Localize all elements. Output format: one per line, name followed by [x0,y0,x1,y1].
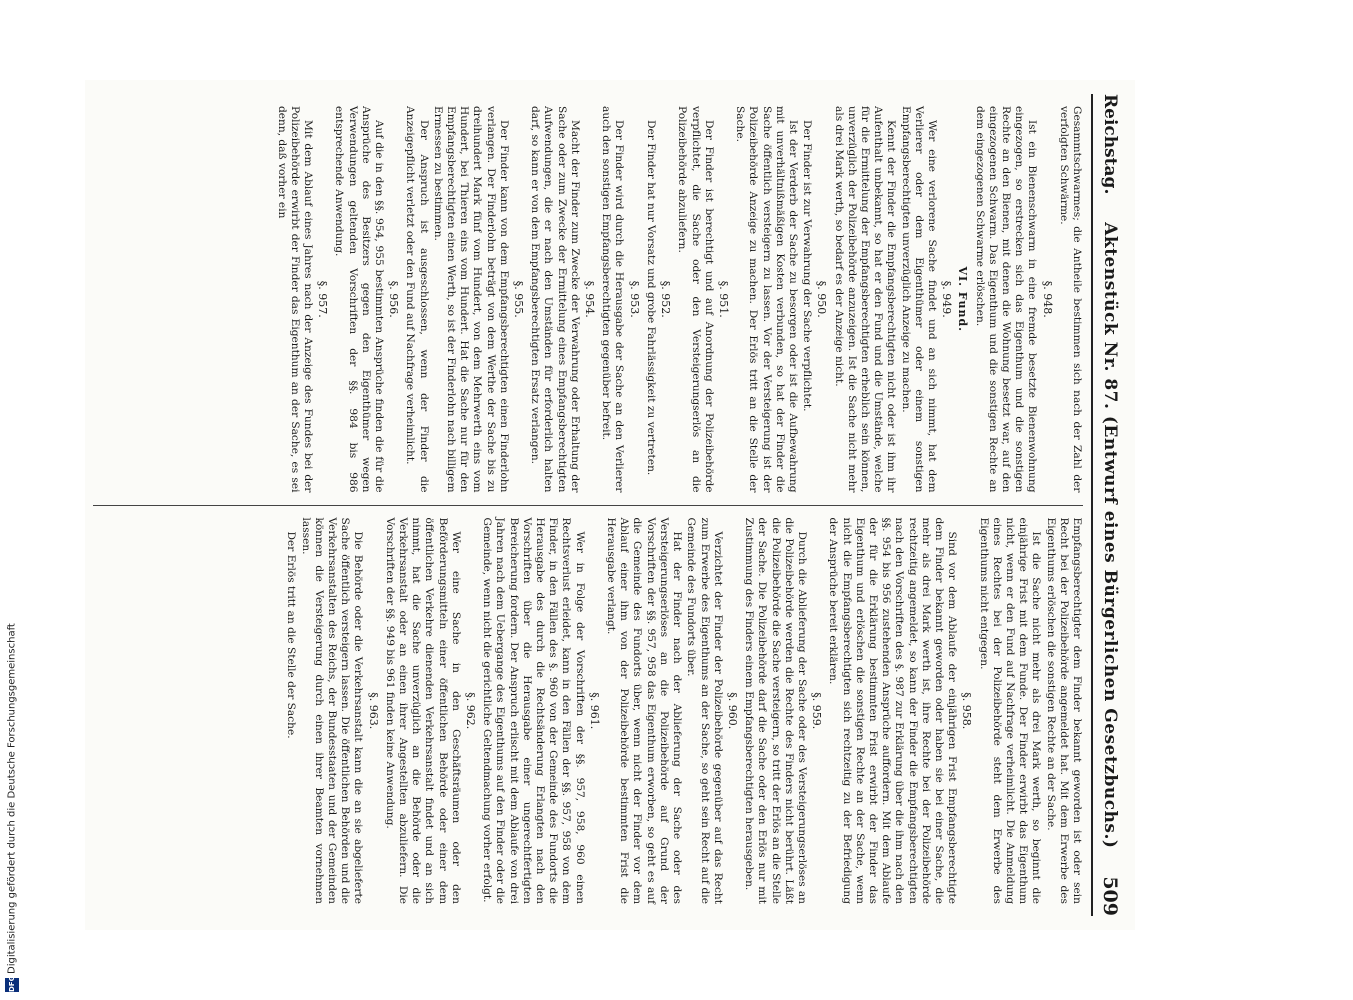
section-heading: VI. Fund. [956,266,970,332]
section-heading: §. 949. [940,280,954,318]
scanned-page [85,80,1135,1000]
paragraph: Die Behörde oder die Verkehrsanstalt kann die an sie abgelieferte Sache öffentlich versteigern lassen. Die öffentlichen Behörden und die Verkehrsanstalten des Reichs, der Bundesstaaten und der Gemeinden können die Versteigerung durch einen ihrer Beamten vornehmen lassen. [299,517,365,904]
paragraph: Kennt der Finder die Empfangsberechtigten nicht oder ist ihm ihr Aufenthalt unbekannt, so hat er den Fund und die Umstände, welche für die Ermittelung der Empfangsberechtigten erheblich sein können, unverzüglich der Polizeibehörde anzuzeigen. Ist die Sache nicht mehr als drei Mark werth, so bedarf es der Anzeige nicht. [832,106,898,493]
paragraph: Verzichtet der Finder der Polizeibehörde gegenüber auf das Recht zum Erwerbe des Eigenthums an der Sache, so geht sein Recht auf die Gemeinde des Fundorts über. [685,517,724,904]
section-heading: §. 956. [387,280,401,318]
paragraph: Wer in Folge der Vorschriften der §§. 957, 958, 960 einen Rechtsverlust erleidet, kann in den Fällen der §§. 957, 958 von dem Finder, in den Fällen des §. 960 von der Gemeinde des Fundorts die Herausgabe des durch die Rechtsänderung Erlangten nach den Vorschriften über die Herausgabe einer ungerechtfertigten Bereicherung fordern. Der Anspruch erlischt mit dem Ablaufe von drei Jahren nach dem Uebergange des Eigenthums auf den Finder oder die Gemeinde, wenn nicht die gerichtliche Geltendmachung vorher erfolgt. [481,517,586,904]
section-heading: §. 948. [1040,280,1054,318]
section-heading: §. 962. [464,692,478,730]
paragraph: Der Anspruch ist ausgeschlossen, wenn der Finder die Anzeigepflicht verletzt oder den Fund auf Nachfrage verheimlicht. [404,106,430,493]
section-heading: §. 952. [659,280,673,318]
paragraph: Ist ein Bienenschwarm in eine fremde besetzte Bienenwohnung eingezogen, so erstrecken sich das Eigenthum und die sonstigen Rechte an den Bienen, mit denen die Wohnung besetzt war, auf den eingezogenen Schwarm. Das Eigenthum und die sonstigen Rechte an dem eingezogenen Schwarme erlöschen. [973,106,1039,493]
page-content [85,80,1135,930]
paragraph: Wer eine Sache in den Geschäftsräumen oder den Beförderungsmitteln einer öffentlichen Behörde oder einer dem öffentlichen Verkehre dienenden Verkehrsanstalt findet und an sich nimmt, hat die Sache unverzüglich an die Behörde oder die Verkehrsanstalt oder an einen ihrer Angestellten abzuliefern. Die Vorschriften der §§. 949 bis 961 finden keine Anwendung. [383,517,462,904]
credit-text: Digitalisierung gefördert durch die Deutsche Forschungsgemeinschaft [6,623,18,974]
section-heading: §. 953. [627,280,641,318]
paragraph: Ist der Verderb der Sache zu besorgen oder ist die Aufbewahrung mit unverhältnißmäßigen Kosten verbunden, so hat der Finder die Sache öffentlich versteigern zu lassen. Vor der Versteigerung ist der Polizeibehörde Anzeige zu machen. Der Erlös tritt an die Stelle der Sache. [734,106,799,493]
paragraph: Ist die Sache nicht mehr als drei Mark werth, so beginnt die einjährige Frist mit dem Funde. Der Finder erwirbt das Eigenthum nicht, wenn er den Fund auf Nachfrage verheimlicht. Die Anmeldung eines Rechtes bei der Polizeibehörde steht dem Erwerbe des Eigenthums nicht entgegen. [977,517,1043,904]
paragraph: Mit dem Ablauf eines Jahres nach der Anzeige des Fundes bei der Polizeibehörde erwirbt der Finder das Eigenthum an der Sache, es sei denn, daß vorher ein [275,106,315,493]
section-heading: §. 955. [512,280,526,318]
section-heading: §. 963. [366,692,380,730]
paragraph: Der Finder hat nur Vorsatz und grobe Fahrlässigkeit zu vertreten. [644,120,657,476]
running-head [1091,94,1127,916]
right-column [93,505,1083,917]
paragraph: Der Finder ist berechtigt und auf Anordnung der Polizeibehörde verpflichtet, die Sache oder den Versteigerungserlös an die Polizeibehörde abzuliefern. [676,106,715,493]
paragraph: Hat der Finder nach der Ablieferung der Sache oder des Versteigerungserlöses an die Polizeibehörde auf Grund der Vorschriften der §§. 957, 958 das Eigenthum erworben, so geht es auf die Gemeinde des Fundorts über, wenn nicht der Finder vor dem Ablauf einer ihm von der Polizeibehörde bestimmten Frist die Herausgabe verlangt. [605,517,684,904]
running-head-left: Reichstag. [1100,94,1120,195]
paragraph: Der Finder kann von dem Empfangsberechtigten einen Finderlohn verlangen. Der Finderlohn beträgt von dem Werthe der Sache bis zu dreihundert Mark fünf vom Hundert, von dem Mehrwerth eins vom Hundert, bei Thieren eins vom Hundert. Hat die Sache nur für den Empfangsberechtigten einen Werth, so ist der Finderlohn nach billigem Ermessen zu bestimmen. [431,106,510,493]
paragraph: Durch die Ablieferung der Sache oder des Versteigerungserlöses an die Polizeibehörde werden die Rechte des Finders nicht berührt. Läßt die Polizeibehörde die Sache versteigern, so tritt der Erlös an die Stelle der Sache. Die Polizeibehörde darf die Sache oder den Erlös nur mit Zustimmung des Finders einem Empfangsberechtigten herausgeben. [743,517,808,905]
section-heading: §. 958. [960,692,974,730]
dfg-logo-icon: DFG [5,978,19,992]
paragraph: Empfangsberechtigter dem Finder bekannt geworden ist oder sein Recht bei der Polizeibehörde angemeldet hat. Mit dem Erwerbe des Eigenthums erlöschen die sonstigen Rechte an der Sache. [1044,517,1083,904]
running-head-title: Aktenstück Nr. 87. (Entwurf eines Bürgerlichen Gesetzbuchs.) [1100,222,1120,849]
left-column [93,94,1083,505]
paragraph: Der Finder ist zur Verwahrung der Sache verpflichtet. [801,120,814,412]
section-heading: §. 957. [316,280,330,318]
paragraph: Der Finder wird durch die Herausgabe der Sache an den Verlierer auch den sonstigen Empfangsberechtigten gegenüber befreit. [600,106,626,493]
section-heading: §. 950. [815,280,829,318]
paragraph: Auf die in den §§. 954, 955 bestimmten Ansprüche finden die für die Ansprüche des Besitzers gegen den Eigenthümer wegen Verwendungen geltenden Vorschriften der §§. 984 bis 986 entsprechende Anwendung. [333,106,386,493]
paragraph: Gesammtschwarmes; die Antheile bestimmen sich nach der Zahl der verfolgten Schwärme. [1057,106,1083,493]
paragraph: Macht der Finder zum Zwecke der Verwahrung oder Erhaltung der Sache oder zum Zwecke der Ermittelung eines Empfangsberechtigten Aufwendungen, die er nach den Umständen für erforderlich halten darf, so kann er von dem Empfangsberechtigten Ersatz verlangen. [529,106,581,493]
section-heading: §. 961. [587,692,601,730]
section-heading: §. 951. [716,280,730,318]
section-heading: §. 960. [725,692,739,730]
text-columns [93,94,1083,916]
page-number: 509 [1099,876,1121,916]
paragraph: Der Erlös tritt an die Stelle der Sache. [285,531,298,739]
section-heading: §. 959. [810,692,824,730]
paragraph: Wer eine verlorene Sache findet und an sich nimmt, hat dem Verlierer oder dem Eigenthümer oder einem sonstigen Empfangsberechtigten unverzüglich Anzeige zu machen. [899,106,938,493]
section-heading: §. 954. [583,280,597,318]
digitization-credit [4,32,20,992]
paragraph: Sind vor dem Ablaufe der einjährigen Frist Empfangsberechtigte dem Finder bekannt geworden oder haben sie bei einer Sache, die mehr als drei Mark werth ist, ihre Rechte bei der Polizeibehörde rechtzeitig angemeldet, so kann der Finder die Empfangsberechtigten nach den Vorschriften des §. 987 zur Erklärung über die ihm nach den §§. 954 bis 956 zustehenden Ansprüche auffordern. Mit dem Ablaufe der für die Erklärung bestimmten Frist erwirbt der Finder das Eigenthum und erlöschen die sonstigen Rechte an der Sache, wenn nicht die Empfangsberechtigten sich rechtzeitig zu der Befriedigung der Ansprüche bereit erklären. [827,517,959,904]
